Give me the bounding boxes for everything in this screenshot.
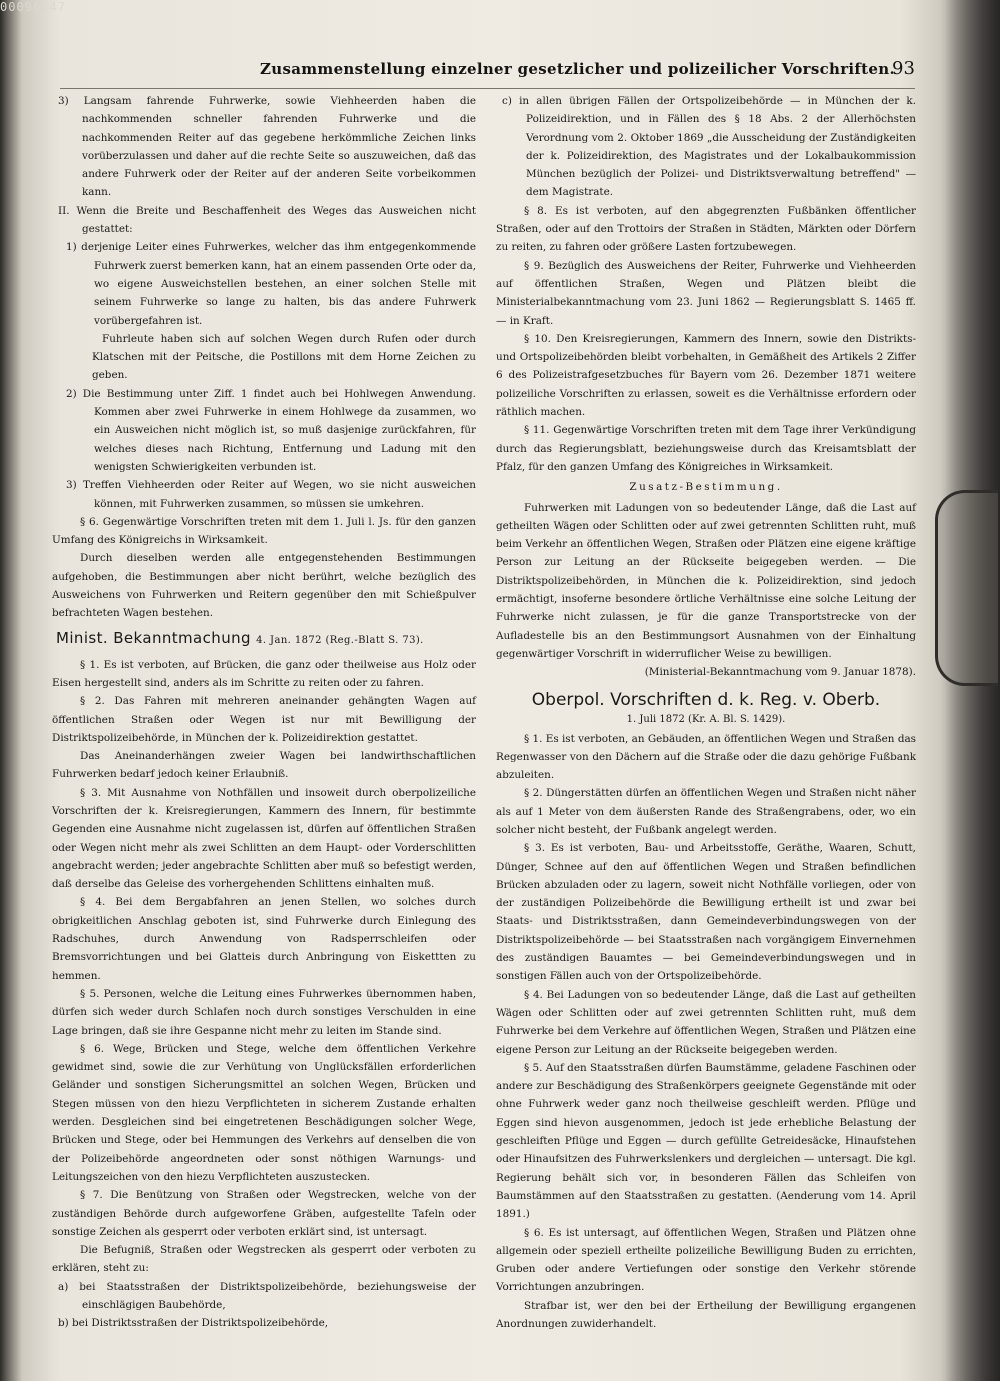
paragraph: § 1. Es ist verboten, an Gebäuden, an öffentlichen Wegen und Straßen das Regenwasser von den Dächern auf die Straße oder die dazu gehörige Fußbank abzuleiten.	[496, 732, 916, 782]
paragraph: c) in allen übrigen Fällen der Ortspolizeibehörde — in München der k. Polizeidirektion, und in Fällen des § 18 Abs. 2 der Allerhöchsten Verordnung vom 2. Oktober 1869 „die Ausscheidung der Zuständigkeiten der k. Polizeidirektion, des Magistrates und der Lokalbaukommission München bezüglich der Polizei- und Distriktsverwaltung betreffend" — dem Magistrate.	[502, 95, 916, 199]
paragraph: § 11. Gegenwärtige Vorschriften treten mit dem Tage ihrer Verkündigung durch das Regierungsblatt, beziehungsweise durch das Kreisamtsblatt der Pfalz, für den ganzen Umfang des Königreiches in Wirksamkeit.	[496, 424, 916, 473]
paragraph: Die Befugniß, Straßen oder Wegstrecken als gesperrt oder verboten zu erklären, steht zu:	[52, 1244, 476, 1275]
paragraph: 3) Langsam fahrende Fuhrwerke, sowie Viehheerden haben die nachkommenden schneller fahrenden Fuhrwerke und die nachkommenden Reiter auf das gegebene herkömmliche Zeichen links vorüberzulassen und daher auf die rechte Seite so auszuweichen, daß das andere Fuhrwerk oder der Reiter auf der anderen Seite vorbeikommen kann.	[58, 95, 476, 199]
running-title: Zusammenstellung einzelner gesetzlicher und polizeilicher Vorschriften.	[260, 60, 895, 78]
paragraph: § 9. Bezüglich des Ausweichens der Reiter, Fuhrwerke und Viehheerden auf öffentlichen Straßen, Wegen und Plätzen bleibt die Ministerialbekanntmachung vom 23. Juni 1862 — Regierungsblatt S. 1465 ff. — in Kraft.	[496, 259, 916, 327]
paragraph: § 3. Mit Ausnahme von Nothfällen und insoweit durch oberpolizeiliche Vorschriften der k. Kreisregierungen, Kammern des Innern, für bestimmte Gegenden eine Ausnahme nicht zugelassen ist, dürfen auf öffentlichen Straßen oder Wegen nicht mehr als zwei Schlitten an dem Haupt- oder Vorderschlitten angebracht werden; jeder angebrachte Schlitten aber muß so befestigt werden, daß derselbe das Geleise des vorhergehenden Schlittens einhalten muß.	[52, 786, 476, 891]
page-header	[60, 58, 920, 86]
paragraph: § 8. Es ist verboten, auf den abgegrenzten Fußbänken öffentlicher Straßen, oder auf den Trottoirs der Straßen in Städten, Märkten oder Dörfern zu reiten, zu fahren oder größere Lasten fortzubewegen.	[496, 204, 916, 254]
paragraph: § 1. Es ist verboten, auf Brücken, die ganz oder theilweise aus Holz oder Eisen hergestellt sind, anders als im Schritte zu reiten oder zu fahren.	[52, 658, 476, 689]
paragraph: § 4. Bei dem Bergabfahren an jenen Stellen, wo solches durch obrigkeitlichen Anschlag geboten ist, sind Fuhrwerke durch Einlegung des Radschuhes, durch Anwendung von Radsperrschleifen oder Bremsvorrichtungen und bei Glatteis durch Anbringung von Eiskettten zu hemmen.	[52, 896, 476, 982]
paragraph: § 5. Auf den Staatsstraßen dürfen Baumstämme, geladene Faschinen oder andere zur Beschädigung des Straßenkörpers geeignete Gegenstände mit oder ohne Fuhrwerk weder ganz noch theilweise geschleift werden. Pflüge und Eggen sind hievon ausgenommen, jedoch ist jede erhebliche Belastung der geschleiften Pflüge und Eggen — durch gefüllte Getreidesäcke, Hinaufstehen oder Hinaufsitzen des Fuhrwerkslenkers und dergleichen — untersagt. Die kgl. Regierung behält sich vor, in besonderen Fällen das Schleifen von Baumstämmen auf den Staatsstraßen zu gestatten. (Aenderung vom 14. April 1891.)	[496, 1061, 916, 1221]
paragraph: § 10. Den Kreisregierungen, Kammern des Innern, sowie den Distrikts- und Ortspolizeibehörden bleibt vorbehalten, in Gemäßheit des Artikels 2 Ziffer 6 des Polizeistrafgesetzbuches für Bayern vom 26. Dezember 1871 weitere polizeiliche Vorschriften zu erlassen, soweit es die Verhältnisse erfordern oder räthlich machen.	[496, 332, 916, 419]
section-heading-oberpol: Oberpol. Vorschriften d. k. Reg. v. Oberb.	[531, 689, 881, 710]
paragraph: § 2. Düngerstätten dürfen an öffentlichen Wegen und Straßen nicht näher als auf 1 Meter von dem äußersten Rande des Straßengrabens, oder, wo ein solcher nicht besteht, der Fußbank angelegt werden.	[496, 787, 916, 836]
paragraph: § 4. Bei Ladungen von so bedeutender Länge, daß die Last auf getheilten Wägen oder Schlitten oder auf zwei getrennten Schlitten ruht, muß dem Fuhrwerke bei dem Verkehre auf öffentlichen Wegen, Straßen und Plätzen eine eigene Person zur Leitung an der Rückseite beigegeben werden.	[496, 988, 916, 1056]
paragraph: a) bei Staatsstraßen der Distriktspolizeibehörde, beziehungsweise der einschlägigen Baubehörde,	[58, 1280, 476, 1311]
paragraph: II. Wenn die Breite und Beschaffenheit des Weges das Ausweichen nicht gestattet:	[58, 204, 476, 236]
page-clip	[935, 490, 998, 686]
book-edge-shadow	[940, 0, 1000, 1381]
paragraph: § 6. Es ist untersagt, auf öffentlichen Wegen, Straßen und Plätzen ohne allgemein oder speziell ertheilte polizeiliche Bewilligung Buden zu errichten, Gruben oder andere Vertiefungen oder sonstige den Verkehr störende Vorrichtungen anzubringen.	[496, 1226, 916, 1294]
paragraph: § 7. Die Benützung von Straßen oder Wegstrecken, welche von der zuständigen Behörde durch aufgeworfene Gräben, aufgestellte Tafeln oder sonstige Zeichen als gesperrt oder verboten erklärt sind, ist untersagt.	[52, 1189, 476, 1238]
section-title: Minist. Bekanntmachung	[56, 628, 251, 647]
citation: (Ministerial-Bekanntmachung vom 9. Januar 1878).	[644, 666, 916, 679]
paragraph: Durch dieselben werden alle entgegenstehenden Bestimmungen aufgehoben, die Bestimmungen aber nicht berührt, welche bezüglich des Ausweichens von Fuhrwerken und Reitern gegenüber den mit Schießpulver befrachteten Wagen bestehen.	[52, 552, 476, 620]
paragraph: § 3. Es ist verboten, Bau- und Arbeitsstoffe, Geräthe, Waaren, Schutt, Dünger, Schnee auf den auf öffentlichen Wegen und Straßen befindlichen Brücken abzuladen oder zu lagern, soweit nicht Nothfälle vorliegen, oder von der zuständigen Polizeibehörde die Bewilligung ertheilt ist und zwar bei Staats- und Distriktsstraßen, dann Gemeindeverbindungswegen von der Distriktspolizeibehörde — bei Staatsstraßen nach vorgängigem Einvernehmen des zuständigen Bauamtes — bei Gemeindeverbindungswegen und in sonstigen Fällen auch von der Ortspolizeibehörde.	[496, 842, 916, 983]
paragraph: § 6. Wege, Brücken und Stege, welche dem öffentlichen Verkehre gewidmet sind, sowie die zur Verhütung von Unglücksfällen erforderlichen Geländer und sonstigen Sicherungsmittel an solchen Wegen, Brücken und Stegen müssen von den hiezu Verpflichteten in sicherem Zustande erhalten werden. Desgleichen sind bei eingetretenen Beschädigungen solcher Wege, Brücken und Stege, oder bei Hemmungen des Verkehrs auf denselben die von der Polizeibehörde angeordneten oder sonst nöthigen Warnungs- und Leitungszeichen von den hiezu Verpflichteten auszustecken.	[52, 1042, 476, 1183]
section-source: 1. Juli 1872 (Kr. A. Bl. S. 1429).	[626, 713, 786, 725]
paragraph: 1) derjenige Leiter eines Fuhrwerkes, welcher das ihm entgegenkommende Fuhrwerk zuerst bemerken kann, hat an einem passenden Orte oder da, wo eigene Ausweichstellen bestehen, an einer solchen Stelle mit seinem Fuhrwerke so lange zu halten, bis das andere Fuhrwerk vorübergefahren ist.	[66, 241, 476, 327]
right-column	[496, 92, 916, 1333]
paragraph: Das Aneinanderhängen zweier Wagen bei landwirthschaftlichen Fuhrwerken bedarf jedoch keiner Erlaubniß.	[52, 750, 476, 781]
paragraph: Fuhrwerken mit Ladungen von so bedeutender Länge, daß die Last auf getheilten Wägen oder Schlitten oder auf zwei getrennten Schlitten ruht, muß beim Verkehr an öffentlichen Wegen, Straßen oder Plätzen eine eigene kräftige Person zur Leitung an der Rückseite beigegeben werden. — Die Distriktspolizeibehörden, in München die k. Polizeidirektion, sind jedoch ermächtigt, insoferne besondere örtliche Verhältnisse eine solche Leitung der Fuhrwerke nicht zulassen, je für die ganze Transportstrecke von der Aufladestelle bis an den Bestimmungsort Ausnahmen von der Einhaltung gegenwärtiger Vorschrift in widerruflicher Weise zu bewilligen.	[496, 501, 916, 660]
paragraph: § 5. Personen, welche die Leitung eines Fuhrwerkes übernommen haben, dürfen sich weder durch Schlafen noch durch sonstiges Verschulden in eine Lage bringen, daß sie ihre Gespanne nicht mehr zu leiten im Stande sind.	[52, 987, 476, 1037]
paragraph: b) bei Distriktsstraßen der Distriktspolizeibehörde,	[58, 1317, 329, 1330]
paragraph: 3) Treffen Viehheerden oder Reiter auf Wegen, wo sie nicht ausweichen können, mit Fuhrwerken zusammen, so müssen sie umkehren.	[66, 479, 476, 510]
subheading-zusatz: Zusatz-Bestimmung.	[629, 481, 783, 494]
left-column	[52, 92, 476, 1333]
scan-id-label: 00096547	[0, 0, 66, 14]
section-heading-minist	[56, 625, 476, 654]
paragraph: § 6. Gegenwärtige Vorschriften treten mit dem 1. Juli l. Js. für den ganzen Umfang des Königreichs in Wirksamkeit.	[52, 515, 476, 547]
section-source: 4. Jan. 1872 (Reg.-Blatt S. 73).	[256, 634, 424, 646]
paragraph: § 2. Das Fahren mit mehreren aneinander gehängten Wagen auf öffentlichen Straßen oder Wegen ist nur mit Bewilligung der Distriktspolizeibehörde, in München der k. Polizeidirektion gestattet.	[52, 695, 476, 744]
paragraph: 2) Die Bestimmung unter Ziff. 1 findet auch bei Hohlwegen Anwendung. Kommen aber zwei Fuhrwerke in einem Hohlwege da zusammen, wo ein Ausweichen nicht möglich ist, so muß dasjenige zurückfahren, für welches dieses nach Richtung, Entfernung und Ladung mit den wenigsten Schwierigkeiten verbunden ist.	[66, 387, 476, 473]
paragraph: Fuhrleute haben sich auf solchen Wegen durch Rufen oder durch Klatschen mit der Peitsche, die Postillons mit dem Horne Zeichen zu geben.	[92, 332, 476, 382]
page-number: 93	[892, 58, 915, 79]
header-rule	[60, 88, 915, 89]
paragraph: Strafbar ist, wer den bei der Ertheilung der Bewilligung ergangenen Anordnungen zuwiderhandelt.	[496, 1299, 916, 1330]
